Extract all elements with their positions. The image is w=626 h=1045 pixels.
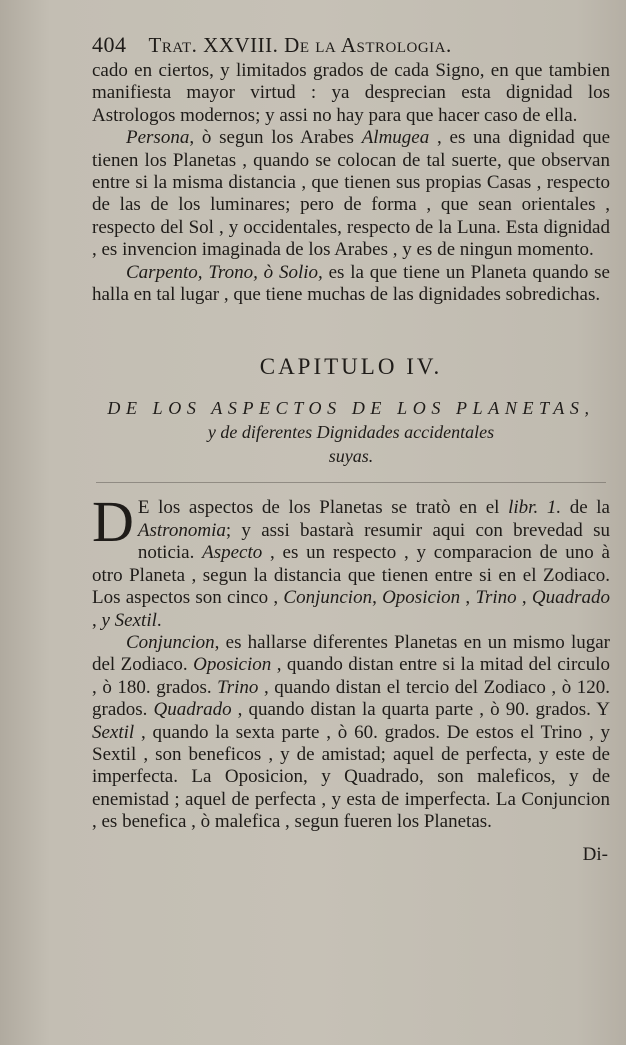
text-run-italic: libr. 1. [508, 497, 562, 519]
running-title-subject: De la Astrologia. [284, 33, 452, 57]
paragraph-definitions [92, 632, 610, 834]
running-head [92, 30, 610, 60]
text-run-italic: Sextil [92, 721, 135, 743]
text-run: de la [561, 497, 610, 519]
paragraph-persona [92, 127, 610, 261]
term-carpento: Carpento, Trono, ò Solio, [126, 261, 323, 283]
text-run: , [460, 587, 476, 609]
page-number: 404 [92, 32, 127, 57]
text-run: E los aspectos de los Planetas se tratò en el [137, 497, 509, 519]
text-run: , [372, 587, 383, 609]
text-run: , es hallarse diferentes Planetas en un mismo lugar del Zodiaco. [92, 631, 610, 676]
text-run: . [156, 609, 162, 631]
text-run-italic: Trino [217, 676, 259, 698]
chapter-subtitle [92, 396, 610, 468]
drop-cap: D [92, 489, 134, 555]
term-almugea: Almugea [361, 127, 430, 149]
text-run-italic: Conjuncion [283, 587, 373, 609]
text-run: , quando distan entre si la mitad del circulo , ò 180. grados. [92, 654, 610, 698]
text-run: , es un respecto , y comparacion de uno à otro Planeta , segun la distancia que tienen entre si en el Zodiaco. Los aspectos son cinco , [92, 542, 610, 609]
text-run-italic: Conjuncion [126, 631, 215, 653]
text-run: , es una dignidad que tienen los Planetas , quando se colocan de tal suerte, que observan entre si la misma distancia , que tienen sus propias Casas , respecto de las de los luminares; pero de forma , que sean orientales , respecto del Sol , y occidentales, respecto de la Luna. Esta dignidad , es invencion imaginada de los Arabes , y es de ningun momento. [92, 127, 611, 261]
text-run-italic: Oposicion [193, 654, 272, 676]
subtitle-line-3: suyas. [328, 446, 374, 467]
chapter-heading: CAPITULO IV. [259, 354, 443, 380]
text-run-italic: Aspecto [202, 542, 263, 564]
text-run: ; y assi bastarà resumir aqui con brevedad su noticia. [137, 519, 610, 564]
paragraph-carpento [92, 262, 610, 307]
text-run: , quando la sexta parte , ò 60. grados. De estos el Trino , y Sextil , son beneficos , y de amistad; aquel de perfecta, y este de imperfecta. La Oposicion, y Quadrado, son maleficos, y de enemistad ; aquel de perfecta , y esta de imperfecta. La Conjuncion , es benefica , ò malefica , segun fueren los Planetas. [92, 721, 610, 833]
subtitle-line-1: DE LOS ASPECTOS DE LOS PLANETAS, [107, 398, 595, 419]
section-divider [96, 482, 606, 483]
subtitle-line-2: y de diferentes Dignidades accidentales [207, 422, 495, 443]
text-run-italic: y Sextil [101, 609, 157, 631]
text-run-italic: Trino [475, 587, 517, 609]
text-run: es la que tiene un Planeta quando se halla en tal lugar , que tiene muchas de las dignidades sobredichas. [92, 261, 610, 306]
paragraph-aspectos [92, 489, 611, 631]
term-persona: Persona [126, 127, 190, 149]
catchword: Di- [582, 843, 608, 865]
text-run-italic: Oposicion [382, 587, 461, 609]
paragraph-continued: cado en ciertos, y limitados grados de cada Signo, en que tambien manifiesta mayor virtud : ya desprecian esta dignidad los Astrologos modernos; y assi no hay para que hacer caso de ella. [92, 60, 610, 126]
text-run: , quando distan la quarta parte , ò 90. grados. Y [231, 699, 610, 721]
text-block [92, 30, 610, 866]
running-title-treatise: Trat. XXVIII. [148, 33, 279, 57]
text-run-italic: Quadrado [153, 699, 232, 721]
text-run: , quando distan el tercio del Zodiaco , ò 120. grados. [92, 676, 611, 721]
text-run: , [516, 587, 532, 609]
text-run: , [92, 609, 102, 631]
text-run: , ò segun los Arabes [189, 127, 362, 149]
text-run-italic: Astronomia [137, 519, 226, 541]
text-run-italic: Quadrado [531, 587, 611, 609]
